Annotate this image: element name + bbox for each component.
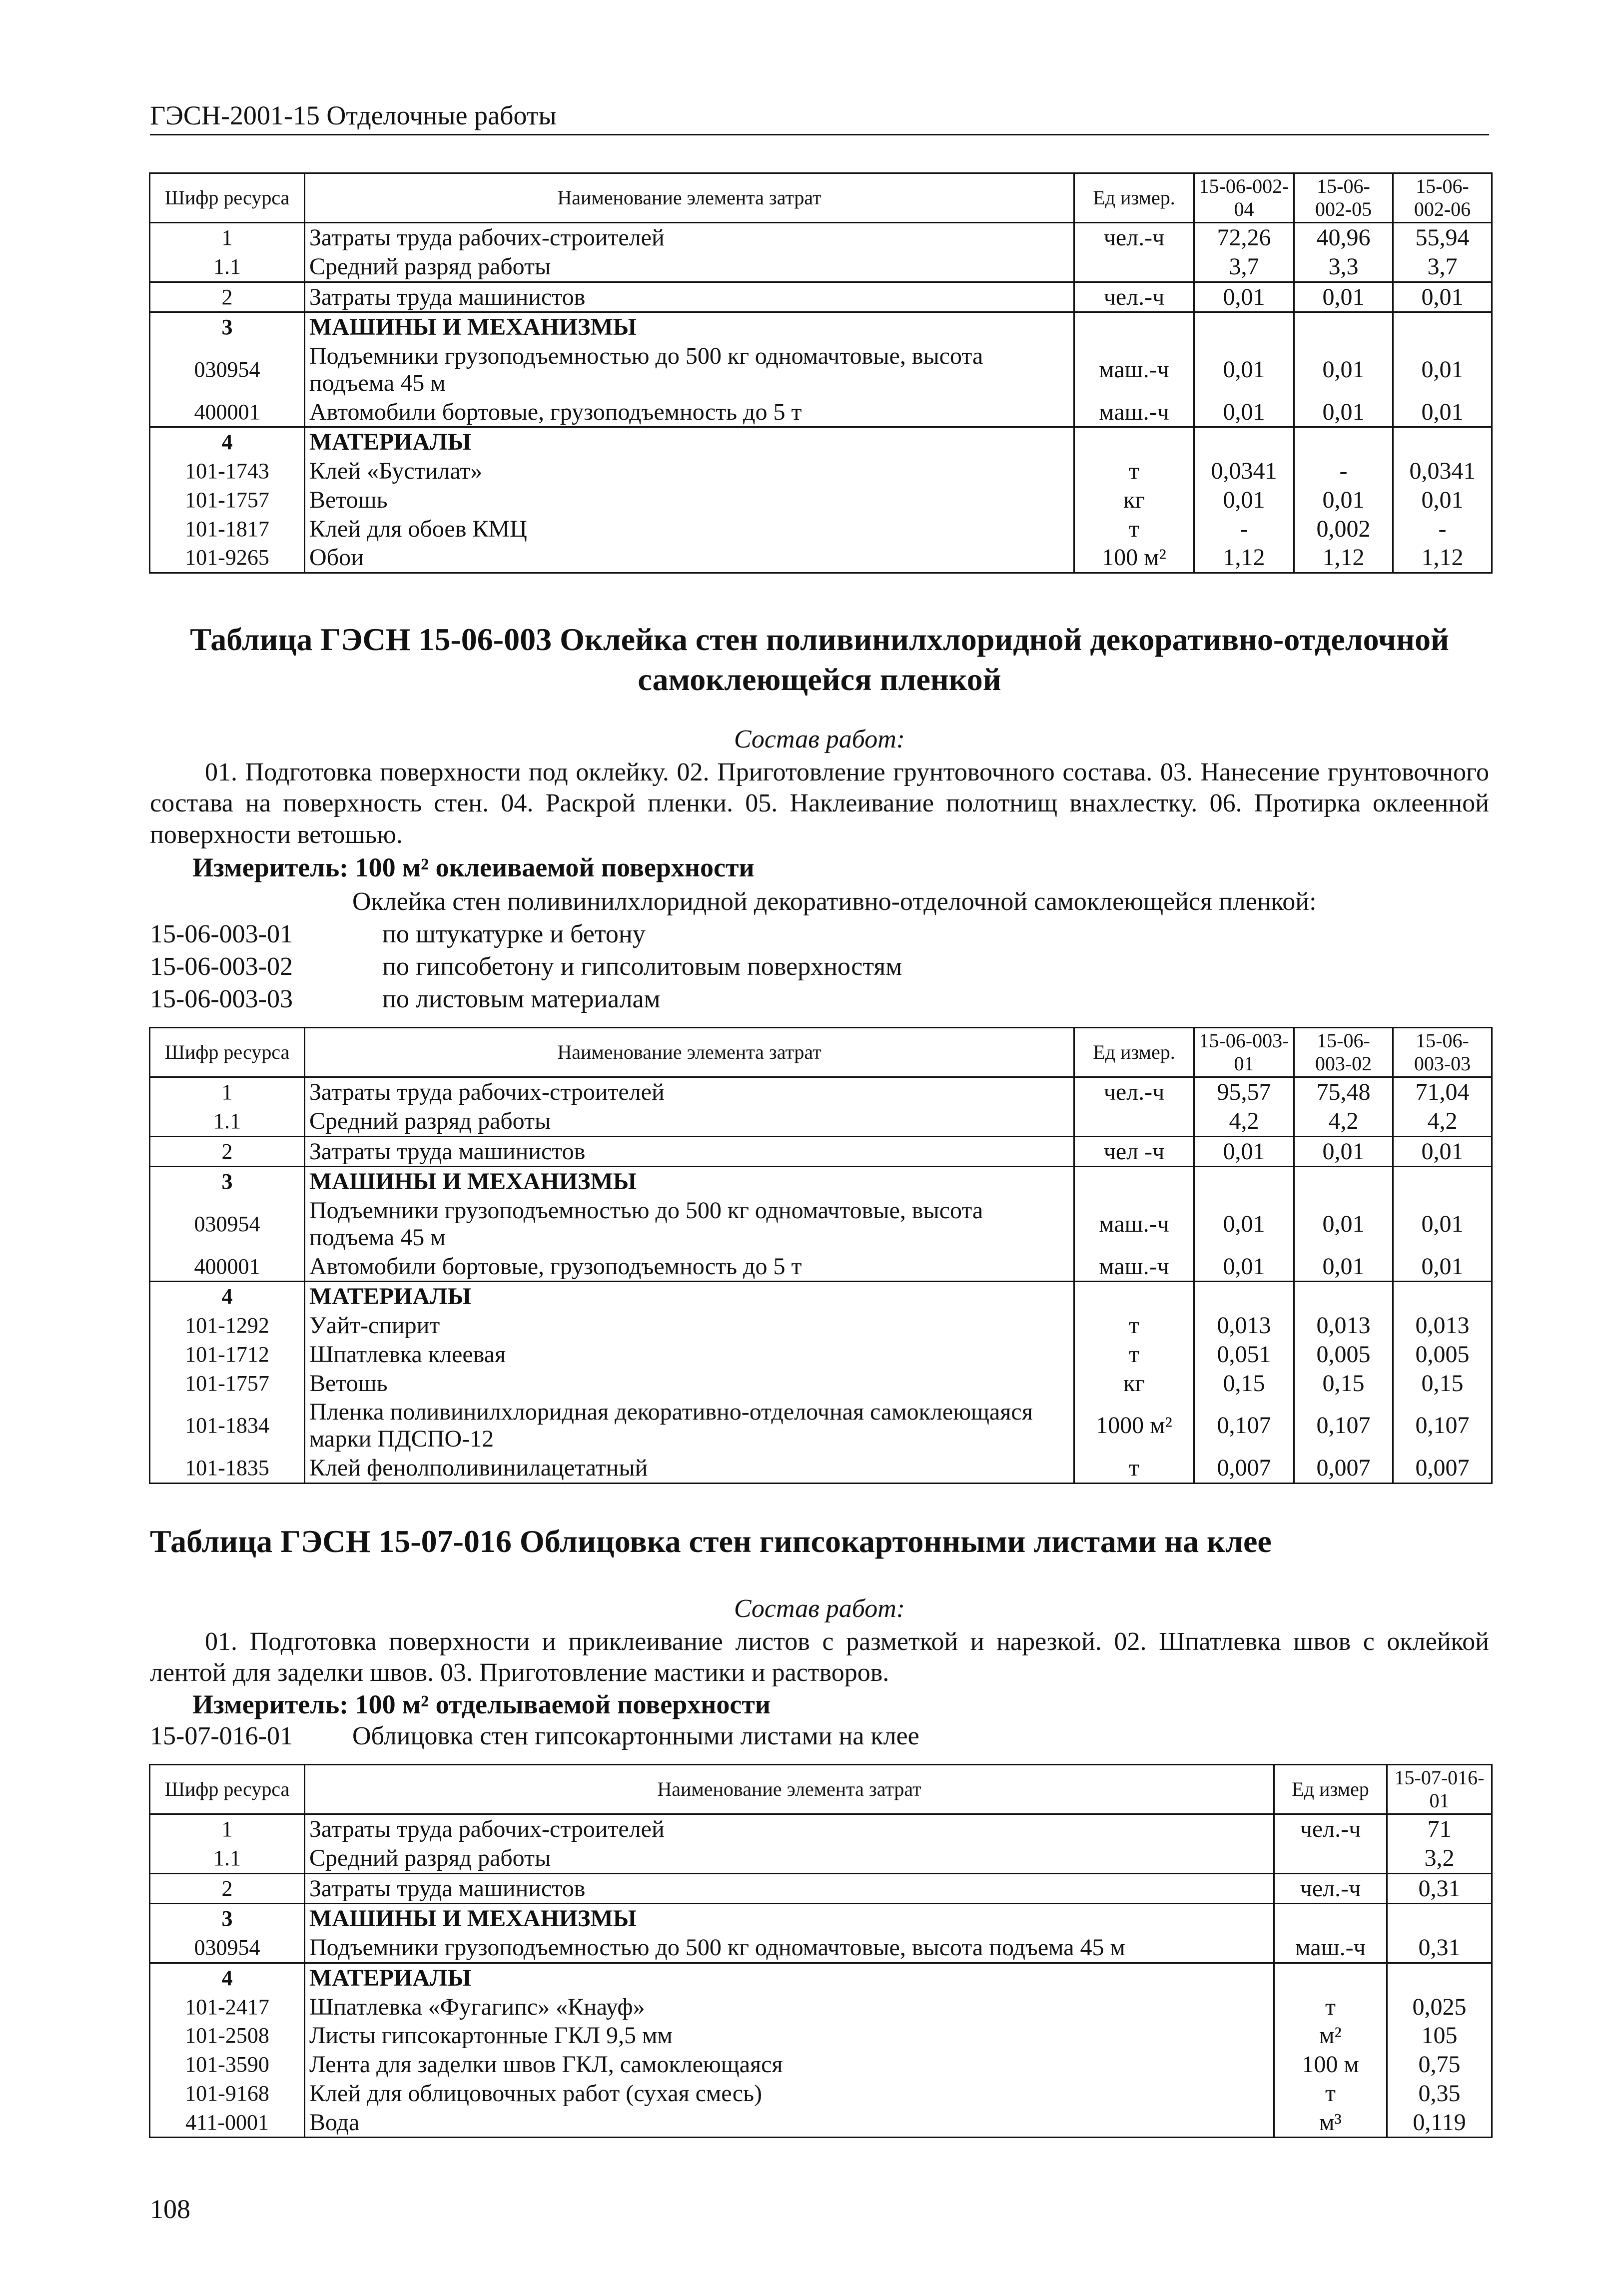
resource-unit: чел -ч (1074, 1136, 1194, 1167)
norm-value: 0,01 (1393, 1136, 1492, 1167)
resource-name: Шпатлевка «Фугагипс» «Кнауф» (305, 1993, 1274, 2022)
norm-value: 0,01 (1294, 1252, 1393, 1282)
norm-value: 75,48 (1294, 1077, 1393, 1107)
section-row (150, 1167, 1492, 1196)
norm-value: 0,013 (1294, 1311, 1393, 1340)
table-row (150, 1398, 1492, 1454)
col-header-norm: 15-06-002-06 (1393, 173, 1492, 223)
col-header-unit: Ед измер (1274, 1765, 1387, 1814)
item-code: 15-06-003-02 (150, 952, 293, 981)
section-row (150, 1904, 1492, 1933)
resource-unit: 1000 м² (1074, 1398, 1194, 1454)
table-row (150, 1196, 1492, 1252)
resource-name: Затраты труда рабочих-строителей (305, 1814, 1274, 1844)
norm-value: 0,01 (1294, 1196, 1393, 1252)
resource-code: 101-2508 (150, 2021, 305, 2050)
norm-value (1194, 1167, 1294, 1196)
col-header-unit: Ед измер. (1074, 173, 1194, 223)
table-row (150, 2079, 1492, 2108)
resource-code: 101-1743 (150, 457, 305, 486)
norm-value: 40,96 (1294, 223, 1393, 252)
resource-unit (1074, 1167, 1194, 1196)
resource-code: 1 (150, 1814, 305, 1844)
table-row (150, 515, 1492, 544)
norm-value (1294, 1167, 1393, 1196)
resource-code: 030954 (150, 1933, 305, 1963)
resource-unit (1274, 1904, 1387, 1933)
resource-unit: чел.-ч (1074, 282, 1194, 312)
resource-name: Подъемники грузоподъемностью до 500 кг одномачтовые, высота подъема 45 м (305, 1933, 1274, 1963)
item-code: 15-06-003-01 (150, 920, 293, 948)
resource-name: Уайт-спирит (305, 1311, 1074, 1340)
norm-value: 0,051 (1194, 1340, 1294, 1369)
table-header-row (150, 173, 1492, 223)
resource-code: 411-0001 (150, 2108, 305, 2138)
resource-name: Подъемники грузоподъемностью до 500 кг одномачтовые, высота подъема 45 м (305, 342, 1074, 398)
resource-name: МАТЕРИАЛЫ (305, 1282, 1074, 1311)
norm-value: 0,35 (1387, 2079, 1492, 2108)
col-header-norm: 15-06-003-03 (1393, 1028, 1492, 1077)
running-head: ГЭСН-2001-15 Отделочные работы (150, 100, 1489, 135)
norm-value: 71,04 (1393, 1077, 1492, 1107)
resource-name: Затраты труда машинистов (305, 1136, 1074, 1167)
resource-unit: маш.-ч (1074, 398, 1194, 427)
norm-value: 0,013 (1194, 1311, 1294, 1340)
resource-code: 1.1 (150, 252, 305, 282)
col-header-name: Наименование элемента затрат (305, 1028, 1074, 1077)
resource-unit: т (1074, 1454, 1194, 1483)
table-row (150, 1844, 1492, 1873)
resource-name: МАШИНЫ И МЕХАНИЗМЫ (305, 1904, 1274, 1933)
norm-value: 95,57 (1194, 1077, 1294, 1107)
norm-value: 0,107 (1393, 1398, 1492, 1454)
col-header-code: Шифр ресурса (150, 1765, 305, 1814)
norm-value (1294, 427, 1393, 457)
norm-value: 0,01 (1194, 342, 1294, 398)
resource-name: Автомобили бортовые, грузоподъемность до 5 т (305, 398, 1074, 427)
composition-text: 01. Подготовка поверхности и приклеивание листов с разметкой и нарезкой. 02. Шпатлевка швов с оклейкой лентой для заделки швов. 03. Приготовление мастики и растворов. (150, 1627, 1489, 1687)
norm-value: 0,107 (1294, 1398, 1393, 1454)
norm-value: 0,75 (1387, 2050, 1492, 2079)
resource-name: Автомобили бортовые, грузоподъемность до 5 т (305, 1252, 1074, 1282)
col-header-code: Шифр ресурса (150, 1028, 305, 1077)
norm-value (1387, 1904, 1492, 1933)
norm-value: 0,01 (1194, 1196, 1294, 1252)
resource-unit: маш.-ч (1074, 1196, 1194, 1252)
norm-value: 0,007 (1393, 1454, 1492, 1483)
resource-name: Шпатлевка клеевая (305, 1340, 1074, 1369)
table-row (150, 342, 1492, 398)
resource-name: МАТЕРИАЛЫ (305, 1963, 1274, 1992)
resource-name: Затраты труда рабочих-строителей (305, 223, 1074, 252)
norm-value: 0,01 (1393, 1196, 1492, 1252)
resource-name: Листы гипсокартонные ГКЛ 9,5 мм (305, 2021, 1274, 2050)
item-text: по гипсобетону и гипсолитовым поверхностям (382, 952, 902, 981)
resource-unit: чел.-ч (1274, 1873, 1387, 1904)
resource-unit: т (1074, 457, 1194, 486)
section-row (150, 427, 1492, 457)
norm-value: 0,01 (1393, 398, 1492, 427)
table-row (150, 1814, 1492, 1844)
resource-unit (1274, 1844, 1387, 1873)
norm-value: 0,0341 (1194, 457, 1294, 486)
table-row (150, 1136, 1492, 1167)
norm-value: 0,01 (1194, 1136, 1294, 1167)
table-title: Таблица ГЭСН 15-06-003 Оклейка стен поливинилхлоридной декоративно-отделочной самоклеющейся пленкой (190, 622, 1449, 697)
col-header-name: Наименование элемента затрат (305, 1765, 1274, 1814)
resource-unit (1074, 252, 1194, 282)
composition-label: Состав работ: (734, 725, 905, 754)
col-header-norm: 15-06-002-04 (1194, 173, 1294, 223)
table-row (150, 252, 1492, 282)
norm-value: 4,2 (1393, 1107, 1492, 1136)
table-row (150, 1077, 1492, 1107)
norm-value: - (1294, 457, 1393, 486)
resource-code: 101-9168 (150, 2079, 305, 2108)
table-row (150, 1454, 1492, 1483)
resource-unit (1074, 312, 1194, 342)
table-row (150, 1993, 1492, 2022)
norm-value (1393, 427, 1492, 457)
norm-value: 0,01 (1194, 1252, 1294, 1282)
norm-value: 0,01 (1294, 342, 1393, 398)
resource-code: 4 (150, 1282, 305, 1311)
table-row (150, 543, 1492, 573)
resource-name: Затраты труда машинистов (305, 282, 1074, 312)
norm-value: 55,94 (1393, 223, 1492, 252)
resource-code: 030954 (150, 342, 305, 398)
resource-table-15-06-002 (149, 172, 1493, 574)
resource-code: 101-1835 (150, 1454, 305, 1483)
resource-name: Средний разряд работы (305, 1107, 1074, 1136)
resource-unit: маш.-ч (1074, 1252, 1194, 1282)
norm-value: 0,0341 (1393, 457, 1492, 486)
norm-value: 0,01 (1294, 486, 1393, 515)
resource-unit: чел.-ч (1074, 223, 1194, 252)
resource-unit (1074, 1282, 1194, 1311)
resource-unit: чел.-ч (1074, 1077, 1194, 1107)
resource-unit: кг (1074, 486, 1194, 515)
col-header-name: Наименование элемента затрат (305, 173, 1074, 223)
col-header-code: Шифр ресурса (150, 173, 305, 223)
norm-value: 0,31 (1387, 1873, 1492, 1904)
norm-value: 0,005 (1393, 1340, 1492, 1369)
resource-name: МАШИНЫ И МЕХАНИЗМЫ (305, 312, 1074, 342)
table-row (150, 2021, 1492, 2050)
resource-name: Клей «Бустилат» (305, 457, 1074, 486)
item-code: 15-06-003-03 (150, 985, 293, 1013)
resource-code: 400001 (150, 1252, 305, 1282)
table-row (150, 486, 1492, 515)
resource-code: 4 (150, 427, 305, 457)
norm-value: 4,2 (1294, 1107, 1393, 1136)
norm-value: 0,005 (1294, 1340, 1393, 1369)
table-row (150, 1873, 1492, 1904)
resource-unit: т (1274, 2079, 1387, 2108)
table-row (150, 398, 1492, 427)
resource-code: 101-1757 (150, 1369, 305, 1398)
table-row (150, 223, 1492, 252)
norm-value (1387, 1963, 1492, 1992)
norm-value: 0,119 (1387, 2108, 1492, 2138)
composition-label: Состав работ: (734, 1594, 905, 1623)
norm-value: 0,15 (1294, 1369, 1393, 1398)
table-row (150, 1252, 1492, 1282)
resource-code: 101-1757 (150, 486, 305, 515)
resource-code: 101-1834 (150, 1398, 305, 1454)
col-header-norm: 15-07-016-01 (1387, 1765, 1492, 1814)
norm-value: 0,15 (1393, 1369, 1492, 1398)
norm-value: 1,12 (1393, 543, 1492, 573)
item-text: Облицовка стен гипсокартонными листами на клее (352, 1722, 919, 1750)
norm-value: 0,31 (1387, 1933, 1492, 1963)
resource-unit: т (1074, 1311, 1194, 1340)
measure-unit: Измеритель: 100 м² отделываемой поверхности (192, 1689, 771, 1719)
resource-code: 2 (150, 282, 305, 312)
resource-unit: кг (1074, 1369, 1194, 1398)
norm-value: 1,12 (1294, 543, 1393, 573)
resource-unit: 100 м (1274, 2050, 1387, 2079)
table-row (150, 1107, 1492, 1136)
resource-name: Пленка поливинилхлоридная декоративно-отделочная самоклеющаяся марки ПДСПО-12 (305, 1398, 1074, 1454)
item-text: по листовым материалам (382, 985, 661, 1013)
norm-value: 3,7 (1194, 252, 1294, 282)
col-header-norm: 15-06-003-02 (1294, 1028, 1393, 1077)
resource-name: Клей для обоев КМЦ (305, 515, 1074, 544)
col-header-norm: 15-06-002-05 (1294, 173, 1393, 223)
table-row (150, 282, 1492, 312)
norm-value: 0,01 (1194, 486, 1294, 515)
norm-value: 4,2 (1194, 1107, 1294, 1136)
section-row (150, 1282, 1492, 1311)
norm-value: 0,025 (1387, 1993, 1492, 2022)
norm-value: 3,2 (1387, 1844, 1492, 1873)
resource-code: 1.1 (150, 1107, 305, 1136)
resource-unit: чел.-ч (1274, 1814, 1387, 1844)
table-row (150, 1340, 1492, 1369)
resource-code: 1 (150, 223, 305, 252)
resource-name: Ветошь (305, 1369, 1074, 1398)
norm-value (1393, 312, 1492, 342)
col-header-unit: Ед измер. (1074, 1028, 1194, 1077)
table-title: Таблица ГЭСН 15-07-016 Облицовка стен гипсокартонными листами на клее (150, 1524, 1272, 1559)
norm-value: 0,002 (1294, 515, 1393, 544)
col-header-norm: 15-06-003-01 (1194, 1028, 1294, 1077)
norm-value: 0,01 (1294, 1136, 1393, 1167)
composition-text: 01. Подготовка поверхности под оклейку. 02. Приготовление грунтовочного состава. 03. Нанесение грунтовочного состава на поверхность стен. 04. Раскрой пленки. 05. Наклеивание полотнищ внахлестку. 06. Протирка оклеенной поверхности ветошью. (150, 758, 1489, 849)
resource-unit (1074, 427, 1194, 457)
resource-table-15-07-016 (149, 1764, 1493, 2138)
norm-value: 0,01 (1393, 342, 1492, 398)
resource-code: 101-3590 (150, 2050, 305, 2079)
resource-code: 101-9265 (150, 543, 305, 573)
resource-table-15-06-003 (149, 1027, 1493, 1484)
resource-unit: 100 м² (1074, 543, 1194, 573)
resource-unit: т (1074, 1340, 1194, 1369)
resource-code: 400001 (150, 398, 305, 427)
resource-name: Подъемники грузоподъемностью до 500 кг одномачтовые, высота подъема 45 м (305, 1196, 1074, 1252)
resource-name: Обои (305, 543, 1074, 573)
table-row (150, 457, 1492, 486)
resource-unit: маш.-ч (1074, 342, 1194, 398)
resource-code: 101-2417 (150, 1993, 305, 2022)
norm-value (1393, 1282, 1492, 1311)
norm-value: 0,01 (1194, 398, 1294, 427)
resource-unit: маш.-ч (1274, 1933, 1387, 1963)
norm-value: 0,01 (1393, 282, 1492, 312)
resource-unit (1274, 1963, 1387, 1992)
table-row (150, 1933, 1492, 1963)
table-row (150, 2108, 1492, 2138)
norm-value: 0,007 (1294, 1454, 1393, 1483)
item-code: 15-07-016-01 (150, 1722, 293, 1750)
resource-code: 2 (150, 1136, 305, 1167)
norm-value: 0,01 (1393, 486, 1492, 515)
page-number: 108 (150, 2194, 190, 2224)
resource-code: 101-1292 (150, 1311, 305, 1340)
section-row (150, 1963, 1492, 1992)
measure-unit: Измеритель: 100 м² оклеиваемой поверхности (192, 852, 755, 882)
resource-code: 101-1712 (150, 1340, 305, 1369)
norm-value: 0,01 (1393, 1252, 1492, 1282)
resource-code: 3 (150, 1167, 305, 1196)
norm-value: 0,107 (1194, 1398, 1294, 1454)
norm-value: 71 (1387, 1814, 1492, 1844)
norm-value (1294, 1282, 1393, 1311)
norm-value: - (1194, 515, 1294, 544)
resource-name: Вода (305, 2108, 1274, 2138)
norm-value: 0,01 (1194, 282, 1294, 312)
resource-code: 3 (150, 312, 305, 342)
resource-name: Затраты труда машинистов (305, 1873, 1274, 1904)
table-row (150, 1311, 1492, 1340)
table-header-row (150, 1765, 1492, 1814)
item-text: по штукатурке и бетону (382, 920, 646, 948)
norm-value: 0,15 (1194, 1369, 1294, 1398)
resource-code: 101-1817 (150, 515, 305, 544)
norm-value: 0,013 (1393, 1311, 1492, 1340)
resource-unit: м² (1274, 2021, 1387, 2050)
resource-name: Клей для облицовочных работ (сухая смесь) (305, 2079, 1274, 2108)
resource-name: Клей фенолполивинилацетатный (305, 1454, 1074, 1483)
resource-code: 1 (150, 1077, 305, 1107)
norm-value: 105 (1387, 2021, 1492, 2050)
resource-unit: т (1274, 1993, 1387, 2022)
resource-name: Ветошь (305, 486, 1074, 515)
section-intro: Оклейка стен поливинилхлоридной декоративно-отделочной самоклеющейся пленкой: (352, 887, 1317, 916)
norm-value: 3,3 (1294, 252, 1393, 282)
resource-name: Средний разряд работы (305, 1844, 1274, 1873)
norm-value (1194, 1282, 1294, 1311)
norm-value: - (1393, 515, 1492, 544)
resource-code: 1.1 (150, 1844, 305, 1873)
norm-value: 72,26 (1194, 223, 1294, 252)
resource-name: Затраты труда рабочих-строителей (305, 1077, 1074, 1107)
section-row (150, 312, 1492, 342)
norm-value (1393, 1167, 1492, 1196)
norm-value (1194, 312, 1294, 342)
resource-unit: м³ (1274, 2108, 1387, 2138)
resource-code: 2 (150, 1873, 305, 1904)
table-row (150, 2050, 1492, 2079)
norm-value (1294, 312, 1393, 342)
norm-value: 1,12 (1194, 543, 1294, 573)
resource-name: Лента для заделки швов ГКЛ, самоклеющаяся (305, 2050, 1274, 2079)
resource-name: МАШИНЫ И МЕХАНИЗМЫ (305, 1167, 1074, 1196)
norm-value (1194, 427, 1294, 457)
table-header-row (150, 1028, 1492, 1077)
resource-unit (1074, 1107, 1194, 1136)
norm-value: 3,7 (1393, 252, 1492, 282)
resource-name: МАТЕРИАЛЫ (305, 427, 1074, 457)
table-row (150, 1369, 1492, 1398)
resource-unit: т (1074, 515, 1194, 544)
norm-value: 0,01 (1294, 282, 1393, 312)
norm-value: 0,007 (1194, 1454, 1294, 1483)
resource-code: 3 (150, 1904, 305, 1933)
resource-name: Средний разряд работы (305, 252, 1074, 282)
resource-code: 030954 (150, 1196, 305, 1252)
resource-code: 4 (150, 1963, 305, 1992)
norm-value: 0,01 (1294, 398, 1393, 427)
